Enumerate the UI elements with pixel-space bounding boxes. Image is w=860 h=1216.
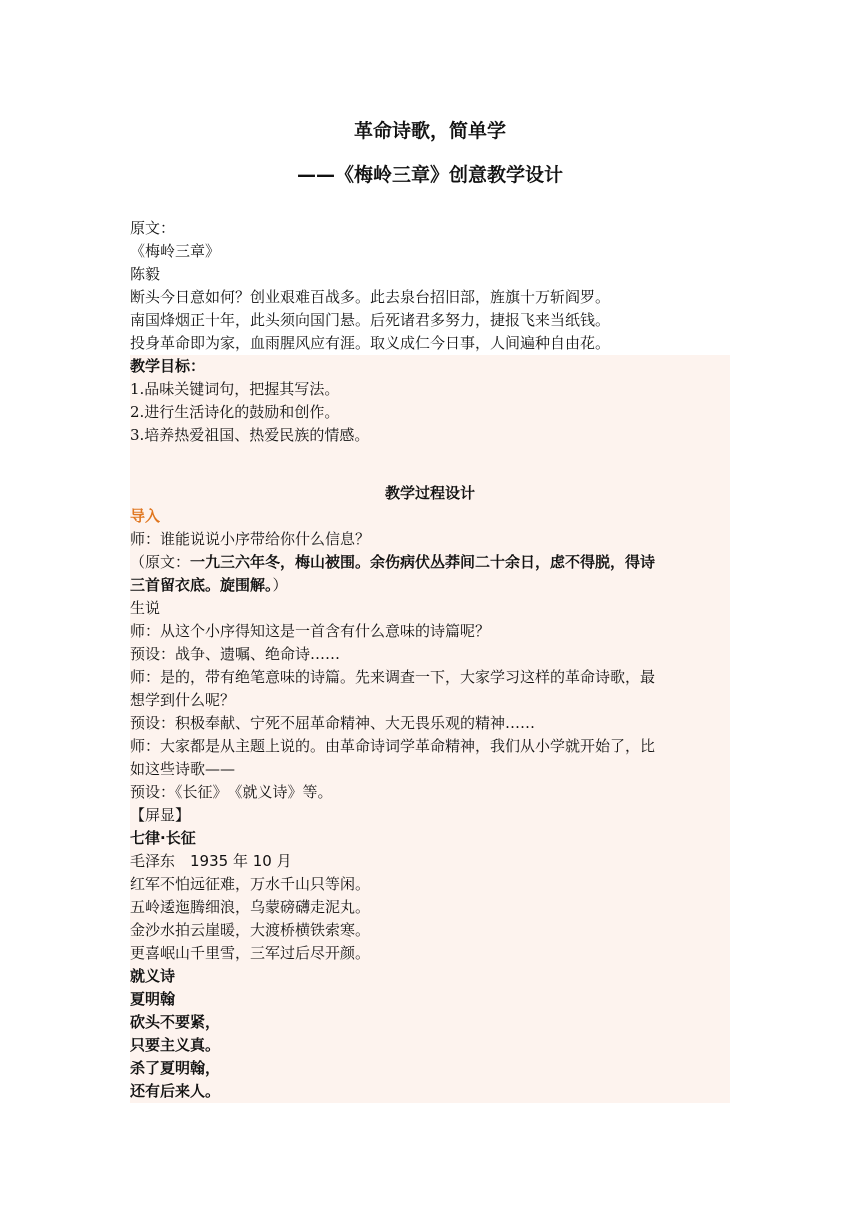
poem-line: 杀了夏明翰， [130,1059,221,1077]
goal-item: 2.进行生活诗化的鼓励和创作。 [130,403,340,421]
poem-line: 只要主义真。 [130,1036,221,1054]
poem-line: 砍头不要紧， [130,1013,221,1031]
poem-line: 金沙水拍云崖暖，大渡桥横铁索寒。 [130,921,371,939]
poem-line: 投身革命即为家，血雨腥风应有涯。取义成仁今日事，人间遍种自由花。 [130,334,611,352]
poem-line: 还有后来人。 [130,1082,221,1100]
poem-author-chenyi: 陈毅 [130,265,161,283]
poem-title-changzheng: 七律·长征 [130,829,196,847]
preface-prefix: （原文： [130,553,191,571]
intro-label: 导入 [130,507,161,525]
poem-line: 五岭逶迤腾细浪，乌蒙磅礴走泥丸。 [130,898,371,916]
preset-answer: 预设：积极奉献、宁死不屈革命精神、大无畏乐观的精神…… [130,714,536,732]
preface-line-2 [130,574,730,597]
document-title: 革命诗歌，简单学 [353,120,506,142]
goal-item: 1.品味关键词句，把握其写法。 [130,380,340,398]
poem-author-date: 毛泽东 1935 年 10 月 [130,852,292,870]
original-label: 原文： [130,219,176,237]
poem-title-meiling: 《梅岭三章》 [130,242,221,260]
poem-line: 红军不怕远征难，万水千山只等闲。 [130,875,371,893]
goal-item: 3.培养热爱祖国、热爱民族的情感。 [130,426,370,444]
preface-text: 一九三六年冬，梅山被围。余伤病伏丛莽间二十余日，虑不得脱，得诗 [190,553,656,571]
poem-line: 断头今日意如何？创业艰难百战多。此去泉台招旧部，旌旗十万斩阎罗。 [130,288,611,306]
process-heading: 教学过程设计 [384,484,475,502]
preface-suffix: ） [272,576,288,594]
poem-title-jiuyi: 就义诗 [130,967,176,985]
poem-line: 更喜岷山千里雪，三军过后尽开颜。 [130,944,371,962]
teacher-question: 师：谁能说说小序带给你什么信息？ [130,530,371,548]
preface-line-1 [130,551,730,574]
teacher-question: 师：从这个小序得知这是一首含有什么意味的诗篇呢？ [130,622,491,640]
teacher-question: 师：是的，带有绝笔意味的诗篇。先来调查一下，大家学习这样的革命诗歌，最 [130,668,656,686]
preset-answer: 预设：战争、遗嘱、绝命诗…… [130,645,341,663]
preset-answer: 预设：《长征》 《就义诗》等。 [130,783,333,801]
poem-line: 南国烽烟正十年，此头须向国门悬。后死诸君多努力，捷报飞来当纸钱。 [130,311,611,329]
screen-label: 【屏显】 [130,806,191,824]
poem-author-xiaminghan: 夏明翰 [130,990,176,1008]
document-body [130,217,730,1103]
document-subtitle: ——《梅岭三章》创意教学设计 [296,164,563,186]
goals-heading: 教学目标： [130,357,206,375]
shaded-section [130,355,730,1103]
student-answer: 生说 [130,599,161,617]
preface-text: 三首留衣底。旋围解。 [130,576,273,594]
teacher-question-cont: 如这些诗歌—— [130,760,236,778]
teacher-question-cont: 想学到什么呢？ [130,691,236,709]
teacher-question: 师：大家都是从主题上说的。由革命诗词学革命精神，我们从小学就开始了，比 [130,737,656,755]
